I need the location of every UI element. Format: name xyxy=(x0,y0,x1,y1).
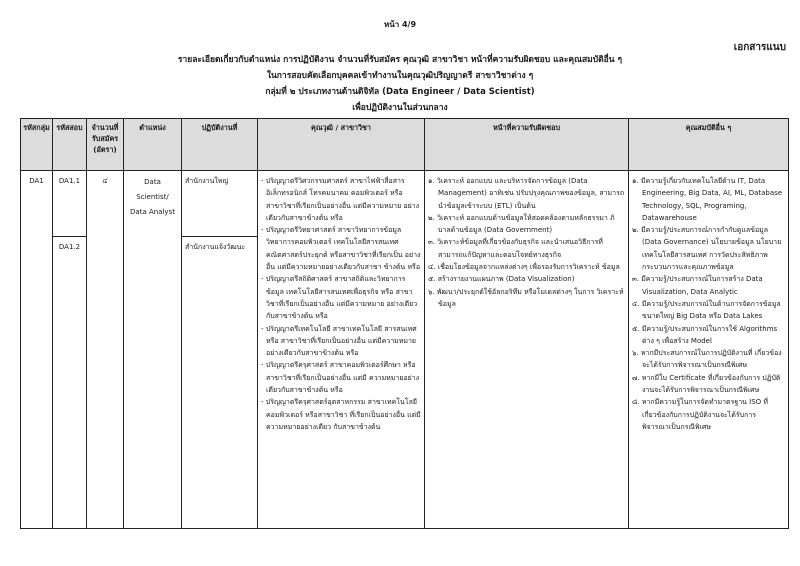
title-line-1: รายละเอียดเกี่ยวกับตำแหน่ง การปฏิบัติงาน จำนวนที่รับสมัคร คุณวุฒิ สาขาวิชา หน้าที่ความรับผิดชอบ และคุณสมบัติอื่น ๆ xyxy=(177,55,623,65)
table-row xyxy=(21,171,789,237)
attachment-label: เอกสารแนบ xyxy=(733,42,786,53)
other-qualification-item: ๒. มีความรู้/ประสบการณ์การกำกับดูแลข้อมูล (Data Governance) นโยบายข้อมูล นโยบาย เทคโนโลยีสารสนเทศ การวัดประสิทธิภาพ กระบวนการและคุณภาพข้อมูล xyxy=(632,226,782,272)
header-group-code: รหัสกลุ่ม xyxy=(21,119,53,171)
header-quota: จำนวนที่รับสมัคร (อัตรา) xyxy=(87,119,124,171)
page-number: หน้า 4/9 xyxy=(383,20,417,29)
other-qualification-item: ๘. หากมีความรู้ในการจัดทำมาตรฐาน ISO ที่เกี่ยวข้องกับการปฏิบัติงานจะได้รับการ พิจารณาเป็นกรณีพิเศษ xyxy=(632,398,769,431)
exam-code-cell: DA1.2 xyxy=(53,237,87,529)
header-exam-code: รหัสสอบ xyxy=(53,119,87,171)
header-other-qualifications: คุณสมบัติอื่น ๆ xyxy=(629,119,789,171)
title-line-2: ในการสอบคัดเลือกบุคคลเข้าทำงานในคุณวุฒิปริญญาตรี สาขาวิชาต่าง ๆ xyxy=(266,71,534,81)
duty-item: ๔. เชื่อมโยงข้อมูลจากแหล่งต่างๆ เพื่อรองรับการวิเคราะห์ ข้อมูล xyxy=(428,263,620,272)
other-qualification-item: ๓. มีความรู้/ประสบการณ์ในการสร้าง Data Visualization, Data Analytic xyxy=(632,275,763,296)
title-line-3: กลุ่มที่ ๒ ประเภทงานด้านดิจิทัล (Data Engineer / Data Scientist) xyxy=(265,87,535,97)
header-qualification: คุณวุฒิ / สาขาวิชา xyxy=(258,119,425,171)
header-position: ตำแหน่ง xyxy=(124,119,182,171)
workplace-cell: สำนักงานแจ้งวัฒนะ xyxy=(182,237,258,529)
position-cell: Data Scientist/ Data Analyst xyxy=(124,171,182,529)
duty-item: ๒. วิเคราะห์ ออกแบบด้านข้อมูลให้สอดคล้องตามหลักธรรมา ภิบาลด้านข้อมูล (Data Government) xyxy=(428,213,615,235)
duty-item: ๕. สร้างรายงานแผนภาพ (Data Visualization) xyxy=(428,275,575,284)
qualification-item: - ปริญญาตรีสถิติศาสตร์ สาขาสถิติและวิทยาการ ข้อมูล เทคโนโลยีสารสนเทศเพื่อธุรกิจ หรือ สาขาวิชาที่เรียกเป็นอย่างอื่น แต่มีความหมาย อย่างเดียวกับสาขาข้างต้น หรือ xyxy=(261,275,418,321)
other-qualification-item: ๕. มีความรู้/ประสบการณ์ในการใช้ Algorithms ต่าง ๆ เพื่อสร้าง Model xyxy=(632,324,778,345)
title-line-4: เพื่อปฏิบัติงานในส่วนกลาง xyxy=(352,103,448,113)
qualification-item: - ปริญญาตรีครุศาสตร์ สาขาคอมพิวเตอร์ศึกษา หรือสาขาวิชาที่เรียกเป็นอย่างอื่น แต่มี ความหมายอย่างเดียวกับสาขาข้างต้น หรือ xyxy=(261,361,420,395)
group-code-cell: DA1 xyxy=(21,171,53,529)
qualification-item: - ปริญญาตรีวิทยาศาสตร์ สาขาวิทยาการข้อมูล วิทยาการคอมพิวเตอร์ เทคโนโลยีสารสนเทศ คณิตศาสตร์ประยุกต์ หรือสาขาวิชาที่เรียกเป็น อย่างอื่น แต่มีความหมายอย่างเดียวกับสาขา ข้างต้น หรือ xyxy=(261,226,421,272)
other-qualification-item: ๑. มีความรู้เกี่ยวกับเทคโนโลยีด้าน IT, Data Engineering, Big Data, AI, ML, Database Technology, SQL, Programing, Datawarehouse xyxy=(632,177,783,222)
other-qualification-item: ๔. มีความรู้/ประสบการณ์ในด้านการจัดการข้อมูล ขนาดใหญ่ Big Data หรือ Data Lakes xyxy=(632,299,781,321)
other-qualifications-cell xyxy=(629,171,789,529)
duty-item: ๖. พัฒนา/ประยุกต์ใช้อัลกอริทึม หรือโมเดลต่างๆ ในการ วิเคราะห์ข้อมูล xyxy=(428,287,624,308)
duties-cell xyxy=(425,171,629,529)
exam-code-cell: DA1.1 xyxy=(53,171,87,237)
table-header-row xyxy=(21,119,789,171)
position-details-table xyxy=(20,118,789,529)
other-qualification-item: ๖. หากมีประสบการณ์ในการปฏิบัติงานที่ เกี่ยวข้อง จะได้รับการพิจารณาเป็นกรณีพิเศษ xyxy=(632,349,782,370)
qualification-cell xyxy=(258,171,425,529)
header-workplace: ปฏิบัติงานที่ xyxy=(182,119,258,171)
header-duties: หน้าที่ความรับผิดชอบ xyxy=(425,119,629,171)
other-qualification-item: ๗. หากมีใบ Certificate ที่เกี่ยวข้องกับการ ปฏิบัติงานจะได้รับการพิจารณาเป็นกรณีพิเศษ xyxy=(632,373,781,395)
quota-cell: ๔ xyxy=(87,171,124,529)
qualification-item: - ปริญญาตรีเทคโนโลยี สาขาเทคโนโลยี สารสนเทศ หรือ สาขาวิชาที่เรียกเป็นอย่างอื่น แต่มีความหมายอย่างเดียวกับสาขาข้างต้น หรือ xyxy=(261,324,417,358)
duty-item: ๑. วิเคราะห์ ออกแบบ และบริหารจัดการข้อมูล (Data Management) อาทิเช่น ปรับปรุงคุณภาพของข้อมูล, สามารถนำข้อมูลเข้าระบบ (ETL) เป็นต้น xyxy=(428,177,625,210)
duty-item: ๓. วิเคราะห์ข้อมูลที่เกี่ยวข้องกับธุรกิจ และนำเสนอวิธีการที่ สามารถแก้ปัญหาและตอบโจทย์ทางธุรกิจ xyxy=(428,238,603,259)
qualification-item: - ปริญญาตรีวิศวกรรมศาสตร์ สาขาไฟฟ้าสื่อสาร อิเล็กทรอนิกส์ โทรคมนาคม คอมพิวเตอร์ หรือ สาขาวิชาที่เรียกเป็นอย่างอื่น แต่มีความหมาย อย่างเดียวกับสาขาข้างต้น หรือ xyxy=(261,177,420,222)
workplace-cell: สำนักงานใหญ่ xyxy=(182,171,258,237)
qualification-item: - ปริญญาตรีครุศาสตร์อุตสาหกรรม สาขาเทคโนโลยีคอมพิวเตอร์ หรือสาขาวิชา ที่เรียกเป็นอย่างอื่น แต่มีความหมายอย่างเดียว กับสาขาข้างต้น xyxy=(261,398,421,431)
